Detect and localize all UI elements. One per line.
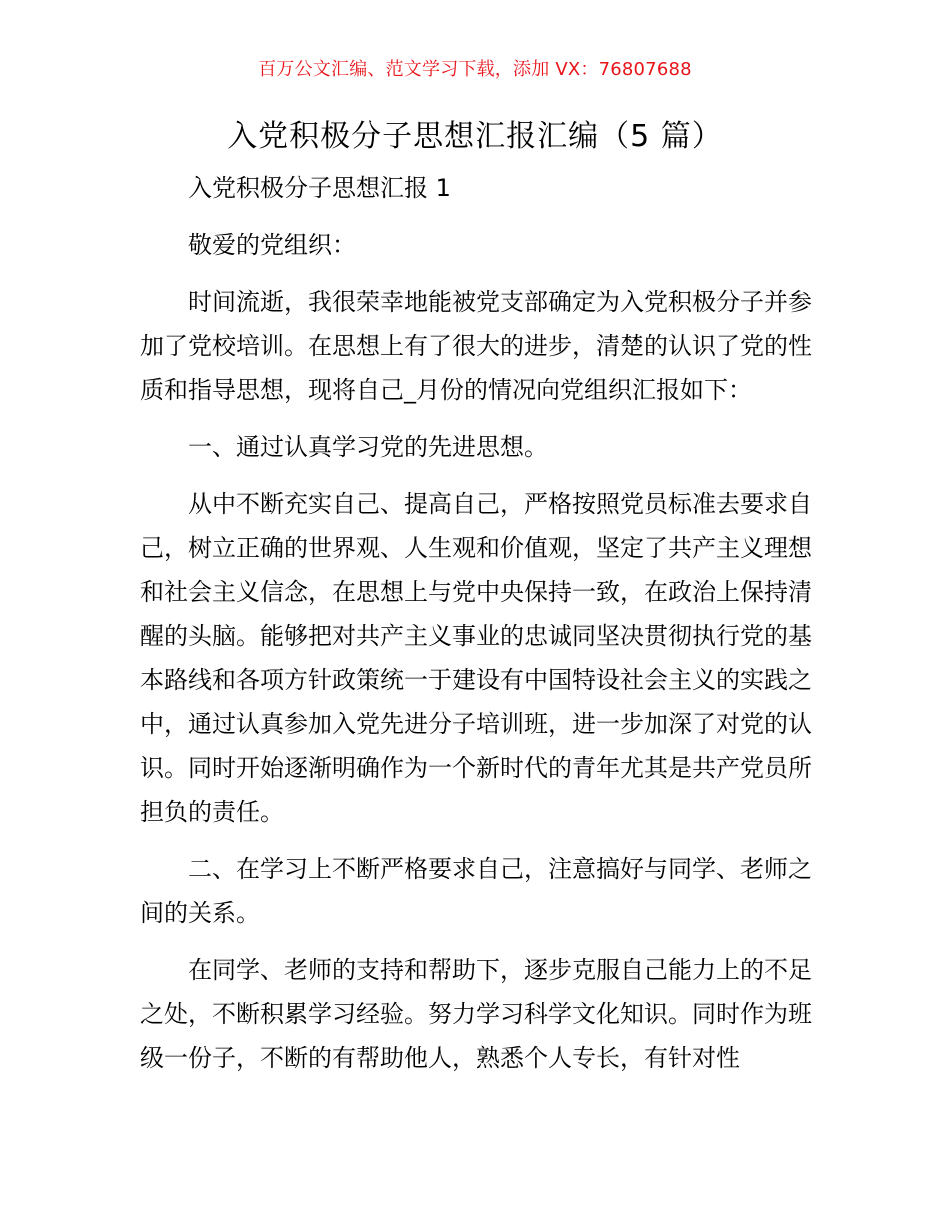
header-watermark-text: 百万公文汇编、范文学习下载，添加 VX：76807688: [258, 59, 692, 80]
subheading-two: 二、在学习上不断严格要求自己，注意搞好与同学、老师之间的关系。: [140, 855, 812, 927]
section-heading: 入党积极分子思想汇报 1: [188, 174, 451, 202]
paragraph: 从中不断充实自己、提高自己，严格按照党员标准去要求自己，树立正确的世界观、人生观和价值观，坚定了共产主义理想和社会主义信念，在思想上与党中央保持一致，在政治上保持清醒的头脑。能够把对共产主义事业的忠诚同坚决贯彻执行党的基本路线和各项方针政策统一于建设有中国特设社会主义的实践之中，通过认真参加入党先进分子培训班，进一步加深了对党的认识。同时开始逐渐明确作为一个新时代的青年尤其是共产党员所担负的责任。: [140, 490, 812, 826]
paragraph: 时间流逝，我很荣幸地能被党支部确定为入党积极分子并参加了党校培训。在思想上有了很大的进步，清楚的认识了党的性质和指导思想，现将自己_月份的情况向党组织汇报如下：: [140, 288, 812, 404]
salutation: 敬爱的党组织：: [188, 231, 356, 259]
paragraph: 在同学、老师的支持和帮助下，逐步克服自己能力上的不足之处，不断积累学习经验。努力学习科学文化知识。同时作为班级一份子，不断的有帮助他人，熟悉个人专长，有针对性: [140, 956, 812, 1072]
document-body: [140, 166, 812, 1093]
subheading-one: 一、通过认真学习党的先进思想。: [188, 433, 548, 461]
document-title: 入党积极分子思想汇报汇编（5 篇）: [227, 119, 723, 154]
